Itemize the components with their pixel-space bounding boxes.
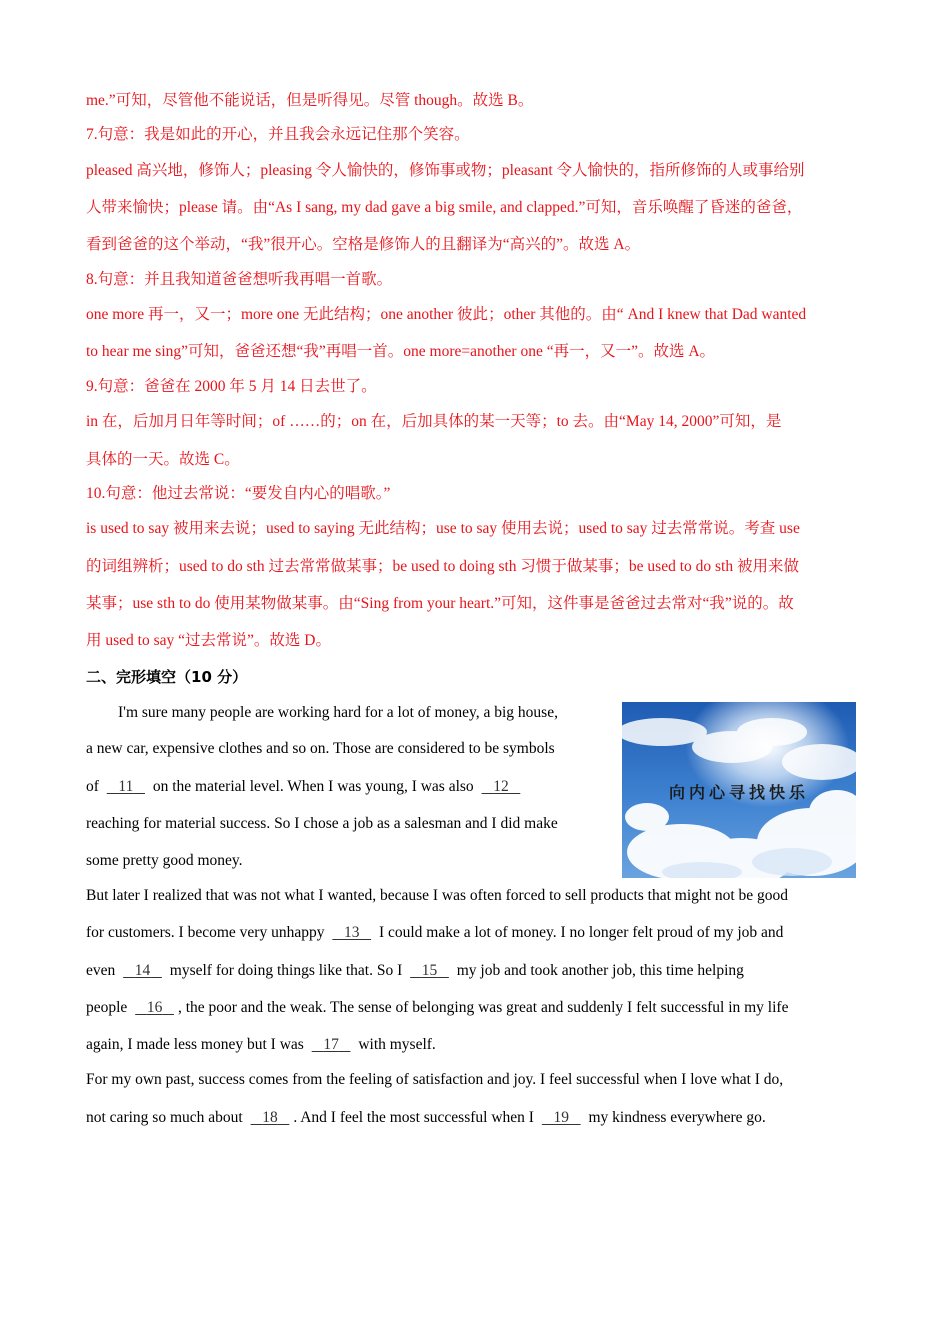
section-title: 二、完形填空（10 分）: [86, 668, 248, 686]
passage-p1-line-1: I'm sure many people are working hard for a lot of money, a big house,: [118, 704, 558, 721]
q8-line-1: one more 再一，又一；more one 无此结构；one another 彼此；other 其他的。由“ And I knew that Dad wanted: [86, 306, 807, 323]
q9-title: 9.句意：爸爸在 2000 年 5 月 14 日去世了。: [86, 378, 377, 395]
image-caption: 向内心寻找快乐: [668, 783, 809, 802]
passage-p2-line-3: even 14 myself for doing things like that. So I 15 my job and took another job, this time helping: [86, 960, 744, 982]
blank-18[interactable]: 18: [262, 1109, 278, 1126]
blank-16[interactable]: 16: [146, 999, 163, 1016]
q7-line-3: 看到爸爸的这个举动，“我”很开心。空格是修饰人的且翻译为“高兴的”。故选 A。: [86, 236, 641, 253]
passage-p2-line-4: people 16 , the poor and the weak. The sense of belonging was great and suddenly I felt successful in my life: [86, 997, 788, 1019]
q8-title: 8.句意：并且我知道爸爸想听我再唱一首歌。: [86, 271, 393, 288]
blank-11[interactable]: 11: [118, 778, 134, 795]
q7-line-1: pleased 高兴地，修饰人；pleasing 令人愉快的，修饰事或物；pleasant 令人愉快的，指所修饰的人或事给别: [86, 162, 805, 179]
q7-line-2: 人带来愉快；please 请。由“As I sang, my dad gave a big smile, and clapped.”可知，音乐唤醒了昏迷的爸爸，: [86, 199, 803, 216]
q10-line-3: 某事；use sth to do 使用某物做某事。由“Sing from your heart.”可知，这件事是爸爸过去常对“我”说的。故: [86, 595, 794, 612]
q6-explanation-tail: me.”可知，尽管他不能说话，但是听得见。尽管 though。故选 B。: [86, 92, 534, 109]
q10-line-1: is used to say 被用来去说；used to saying 无此结构；use to say 使用去说；used to say 过去常常说。考查 use: [86, 520, 800, 537]
blank-17[interactable]: 17: [323, 1036, 339, 1053]
blank-14[interactable]: 14: [134, 962, 151, 979]
passage-p3-line-2: not caring so much about 18 . And I feel the most successful when I 19 my kindness everywhere go.: [86, 1107, 766, 1129]
blank-12[interactable]: 12: [493, 778, 509, 795]
q10-title: 10.句意：他过去常说：“要发自内心的唱歌。”: [86, 485, 391, 502]
passage-p1-line-3: of 11 on the material level. When I was young, I was also 12: [86, 776, 524, 798]
q8-line-2: to hear me sing”可知，爸爸还想“我”再唱一首。one more=another one “再一，又一”。故选 A。: [86, 343, 716, 360]
blank-15[interactable]: 15: [421, 962, 438, 979]
q9-line-1: in 在，后加月日年等时间；of ……的；on 在，后加具体的某一天等；to 去。由“May 14, 2000”可知，是: [86, 413, 782, 430]
q7-title: 7.句意：我是如此的开心，并且我会永远记住那个笑容。: [86, 126, 470, 143]
q10-line-2: 的词组辨析；used to do sth 过去常常做某事；be used to doing sth 习惯于做某事；be used to do sth 被用来做: [86, 558, 799, 575]
blank-19[interactable]: 19: [553, 1109, 569, 1126]
passage-p1-line-2: a new car, expensive clothes and so on. Those are considered to be symbols: [86, 740, 555, 757]
passage-p2-line-2: for customers. I become very unhappy 13 I could make a lot of money. I no longer felt proud of my job and: [86, 922, 783, 944]
passage-p2-line-1: But later I realized that was not what I wanted, because I was often forced to sell products that might not be good: [86, 887, 789, 904]
passage-p3-line-1: For my own past, success comes from the feeling of satisfaction and joy. I feel successful when I love what I do,: [86, 1071, 784, 1088]
q10-line-4: 用 used to say “过去常说”。故选 D。: [86, 632, 331, 649]
q9-line-2: 具体的一天。故选 C。: [86, 451, 240, 468]
blank-13[interactable]: 13: [343, 924, 360, 941]
sky-clouds-image: [622, 702, 856, 878]
passage-p1-line-4: reaching for material success. So I chose a job as a salesman and I did make: [86, 815, 558, 832]
passage-p2-line-5: again, I made less money but I was 17 with myself.: [86, 1034, 436, 1056]
passage-p1-line-5: some pretty good money.: [86, 852, 243, 869]
